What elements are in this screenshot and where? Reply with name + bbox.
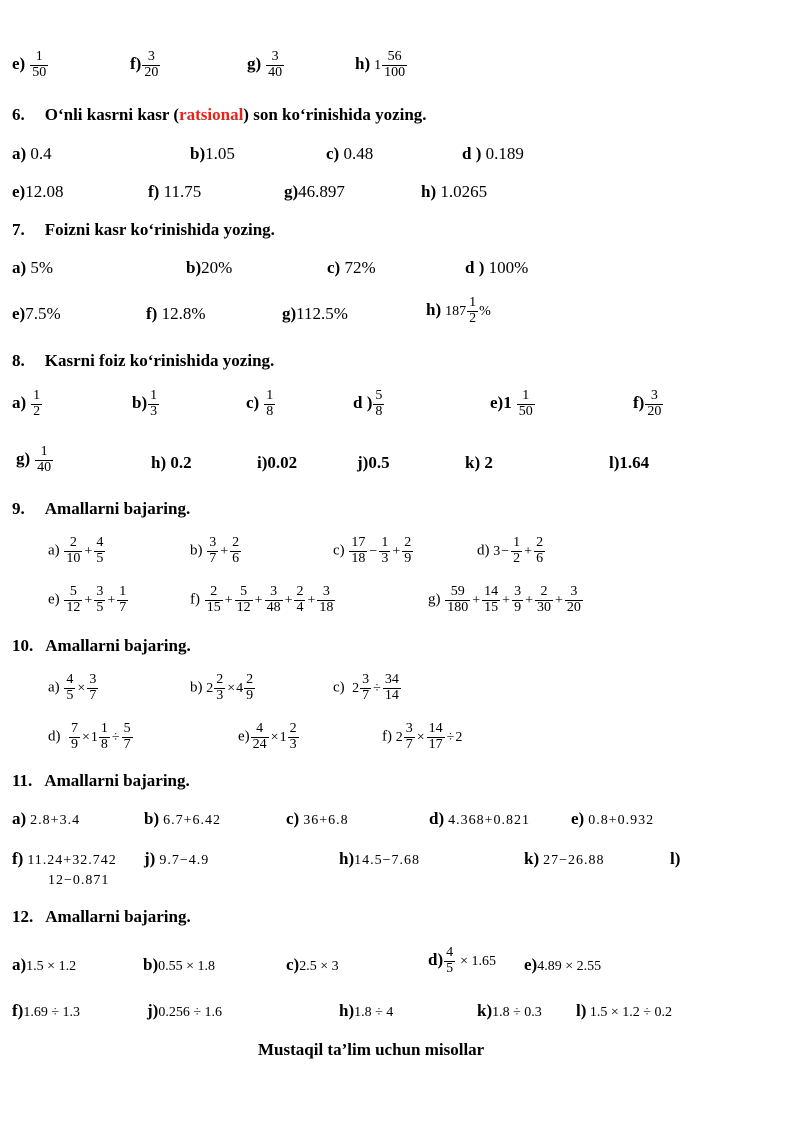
operator: + — [107, 592, 116, 608]
denominator: 6 — [536, 550, 544, 566]
fraction — [511, 536, 522, 566]
numerator: 2 — [246, 672, 254, 687]
fraction — [94, 536, 105, 566]
s7-item-e: e)7.5% — [12, 304, 61, 323]
fraction — [244, 673, 255, 703]
denominator: 18 — [351, 550, 366, 566]
numerator: 5 — [123, 721, 131, 736]
denominator: 15 — [206, 599, 221, 615]
numerator: 2 — [210, 584, 218, 599]
s9-item-f: f) $\frac{2}{15}$ + $\frac{5}{12}$ + $\frac{3}{48}$ + $\frac{2}{4}$ + $\frac{3}{18}$ — [190, 584, 334, 615]
s10-item-c: c) 2 $\frac{3}{7}$ ÷ $\frac{34}{14}$ — [333, 672, 399, 703]
s8-item-i: i)0.02 — [257, 453, 298, 472]
numerator: 1 — [522, 388, 530, 403]
fraction — [87, 673, 98, 703]
s10-item-d: d) $\frac{7}{9}$ ×1 $\frac{1}{8}$ ÷ $\frac{5}{7}$ — [48, 721, 131, 752]
s8-item-a: a) $\frac{1}{2}$ — [12, 388, 41, 419]
operator: + — [524, 543, 533, 559]
operator: − — [501, 543, 510, 559]
denominator: 7 — [209, 550, 217, 566]
item-e-top: e) $\frac{1}{50}$ — [12, 49, 47, 80]
numerator: 14 — [428, 721, 443, 736]
numerator: 34 — [384, 672, 399, 687]
numerator: 1 — [119, 584, 127, 599]
section-6-heading: 6. O‘nli kasrni kasr (ratsional) son ko‘rinishida yozing. — [12, 105, 427, 124]
s8-item-d: d ) $\frac{5}{8}$ — [353, 388, 383, 419]
operator: ÷ — [373, 680, 381, 696]
s11-item-h: h)14.5−7.68 — [339, 849, 421, 868]
denominator: 5 — [96, 550, 104, 566]
operator: × — [82, 729, 90, 745]
numerator: 1 — [33, 388, 41, 403]
s7-item-g: g)112.5% — [282, 304, 348, 323]
s12-item-j: j)0.256 ÷ 1.6 — [147, 1001, 223, 1020]
numerator: 3 — [570, 584, 578, 599]
fraction — [122, 722, 133, 752]
fraction — [35, 445, 53, 475]
fraction — [645, 389, 663, 419]
s11-item-c: c) 36+6.8 — [286, 809, 349, 828]
s7-item-f: f) 12.8% — [146, 304, 206, 323]
s11-item-k: k) 27−26.88 — [524, 849, 605, 868]
fraction — [205, 585, 223, 615]
fraction — [383, 673, 401, 703]
denominator: 6 — [232, 550, 240, 566]
fraction — [517, 389, 535, 419]
fraction — [294, 585, 305, 615]
fraction — [214, 673, 225, 703]
denominator: 50 — [32, 64, 47, 80]
s8-item-c: c) $\frac{1}{8}$ — [246, 388, 274, 419]
fraction — [373, 389, 384, 419]
section-10-heading: 10. Amallarni bajaring. — [12, 636, 191, 655]
s12-item-k: k)1.8 ÷ 0.3 — [477, 1001, 542, 1020]
s12-item-a: a)1.5 × 1.2 — [12, 955, 77, 974]
operator: + — [472, 592, 481, 608]
s10-item-e: e) $\frac{4}{24}$ ×1 $\frac{2}{3}$ — [238, 721, 297, 752]
section-7-heading: 7. Foizni kasr ko‘rinishida yozing. — [12, 220, 275, 239]
denominator: 17 — [428, 736, 443, 752]
s6-item-c: c) 0.48 — [326, 144, 374, 163]
numerator: 2 — [404, 535, 412, 550]
numerator: 1 — [150, 388, 158, 403]
operator: + — [392, 543, 401, 559]
operator: × — [77, 680, 86, 696]
item-f-top: f) $\frac{3}{20}$ — [130, 49, 159, 80]
denominator: 100 — [384, 64, 406, 80]
denominator: 7 — [362, 687, 370, 703]
fraction — [235, 585, 253, 615]
s8-item-k: k) 2 — [465, 453, 493, 472]
fraction — [117, 585, 128, 615]
numerator: 5 — [375, 388, 383, 403]
numerator: 17 — [351, 535, 366, 550]
item-h-top: h) 1 $\frac{56}{100}$ — [355, 49, 406, 80]
numerator: 3 — [362, 672, 370, 687]
numerator: 2 — [232, 535, 240, 550]
s12-item-h: h)1.8 ÷ 4 — [339, 1001, 394, 1020]
numerator: 59 — [450, 584, 465, 599]
s8-item-g: g) $\frac{1}{40}$ — [16, 444, 52, 475]
denominator: 20 — [566, 599, 581, 615]
s9-item-g: g) $\frac{59}{180}$ + $\frac{14}{15}$ + $\frac{3}{9}$ + $\frac{2}{30}$ + $\frac{3}{20}$ — [428, 584, 581, 615]
fraction — [534, 536, 545, 566]
numerator: 1 — [40, 444, 48, 459]
operator: + — [554, 592, 563, 608]
denominator: 14 — [384, 687, 399, 703]
s7-item-a: a) 5% — [12, 258, 54, 277]
fraction — [230, 536, 241, 566]
fraction — [99, 722, 110, 752]
fraction: $\frac{4}{5}$ — [446, 945, 454, 976]
numerator: 3 — [96, 584, 104, 599]
math-text: 1 — [90, 729, 98, 745]
denominator: 40 — [37, 459, 52, 475]
numerator: 3 — [650, 388, 658, 403]
denominator: 2 — [469, 310, 477, 326]
s7-item-b: b)20% — [186, 258, 233, 277]
math-text: 2 — [455, 729, 463, 745]
s8-item-e: e)1 $\frac{1}{50}$ — [490, 388, 533, 419]
numerator: 1 — [469, 295, 477, 310]
fraction — [360, 673, 371, 703]
denominator: 24 — [252, 736, 267, 752]
math-text: 2 — [352, 680, 360, 696]
s8-item-f: f) $\frac{3}{20}$ — [633, 388, 662, 419]
operator: ÷ — [111, 729, 120, 745]
s8-item-l: l)1.64 — [609, 453, 650, 472]
s9-item-e: e) $\frac{5}{12}$ + $\frac{3}{5}$ + $\frac{1}{7}$ — [48, 584, 127, 615]
numerator: 3 — [405, 721, 413, 736]
math-text: 187 — [445, 303, 467, 319]
s9-item-b: b) $\frac{3}{7}$ + $\frac{2}{6}$ — [190, 535, 240, 566]
operator: + — [307, 592, 316, 608]
fraction — [148, 389, 159, 419]
operator: × — [416, 729, 425, 745]
fraction — [64, 536, 82, 566]
numerator: 1 — [513, 535, 521, 550]
numerator: 2 — [216, 672, 224, 687]
fraction — [142, 50, 160, 80]
s11-item-f-extra: 12−0.871 — [48, 873, 110, 888]
section-11-heading: 11. Amallarni bajaring. — [12, 771, 190, 790]
numerator: 56 — [387, 49, 402, 64]
denominator: 15 — [484, 599, 499, 615]
s9-item-c: c) $\frac{17}{18}$ − $\frac{1}{3}$ + $\frac{2}{9}$ — [333, 535, 412, 566]
s12-item-f: f)1.69 ÷ 1.3 — [12, 1001, 81, 1020]
numerator: 14 — [484, 584, 499, 599]
s11-item-l: l) — [670, 849, 681, 868]
numerator: 1 — [35, 49, 43, 64]
operator: + — [254, 592, 263, 608]
s9-item-d: d) 3− $\frac{1}{2}$ + $\frac{2}{6}$ — [477, 535, 544, 566]
fraction — [382, 50, 407, 80]
math-text: 4 — [236, 680, 244, 696]
numerator: 4 — [96, 535, 104, 550]
fraction — [349, 536, 367, 566]
s12-item-c: c)2.5 × 3 — [286, 955, 339, 974]
s6-item-h: h) 1.0265 — [421, 182, 488, 201]
s7-item-c: c) 72% — [327, 258, 376, 277]
denominator: 5 — [66, 687, 74, 703]
s11-item-a: a) 2.8+3.4 — [12, 809, 81, 828]
numerator: 3 — [271, 49, 279, 64]
denominator: 7 — [123, 736, 131, 752]
section-8-heading: 8. Kasrni foiz ko‘rinishida yozing. — [12, 351, 275, 370]
fraction — [31, 389, 42, 419]
numerator: 3 — [147, 49, 155, 64]
math-text: 2 — [395, 729, 403, 745]
numerator: 5 — [69, 584, 77, 599]
fraction — [94, 585, 105, 615]
operator: + — [502, 592, 511, 608]
fraction — [64, 585, 82, 615]
numerator: 2 — [289, 721, 297, 736]
s11-item-f: f) 11.24+32.742 — [12, 849, 117, 868]
fraction — [207, 536, 218, 566]
fraction — [30, 50, 48, 80]
denominator: 50 — [518, 403, 533, 419]
denominator: 9 — [71, 736, 78, 752]
math-text: 1 — [279, 729, 287, 745]
numerator: 3 — [89, 672, 97, 687]
denominator: 180 — [447, 599, 469, 615]
operator: ÷ — [446, 729, 455, 745]
s8-item-j: j)0.5 — [357, 453, 390, 472]
s12-item-b: b)0.55 × 1.8 — [143, 955, 216, 974]
s7-item-h: h) 187 $\frac{1}{2}$ % — [426, 295, 491, 326]
denominator: 20 — [144, 64, 159, 80]
numerator: 3 — [514, 584, 522, 599]
denominator: 5 — [96, 599, 104, 615]
numerator: 1 — [266, 388, 274, 403]
denominator: 20 — [647, 403, 662, 419]
numerator: 3 — [270, 584, 278, 599]
fraction — [251, 722, 269, 752]
denominator: 7 — [405, 736, 413, 752]
denominator: 7 — [119, 599, 127, 615]
denominator: 9 — [404, 550, 412, 566]
operator: − — [369, 543, 378, 559]
numerator: 3 — [209, 535, 217, 550]
denominator: 3 — [289, 736, 297, 752]
s11-item-e: e) 0.8+0.932 — [571, 809, 655, 828]
operator: + — [525, 592, 533, 608]
s11-item-b: b) 6.7+6.42 — [144, 809, 222, 828]
fraction — [317, 585, 335, 615]
denominator: 18 — [319, 599, 334, 615]
denominator: 8 — [375, 403, 383, 419]
fraction — [64, 673, 75, 703]
fraction — [427, 722, 445, 752]
operator: + — [220, 543, 229, 559]
denominator: 3 — [150, 403, 158, 419]
numerator: 4 — [256, 721, 264, 736]
fraction — [482, 585, 500, 615]
math-text: 3 — [493, 543, 501, 559]
fraction — [445, 585, 470, 615]
s9-item-a: a) $\frac{2}{10}$ + $\frac{4}{5}$ — [48, 535, 104, 566]
s8-item-h: h) 0.2 — [151, 453, 192, 472]
denominator: 3 — [381, 550, 389, 566]
operator: × — [270, 729, 279, 745]
numerator: 2 — [296, 584, 304, 599]
numerator: 7 — [71, 721, 78, 736]
operator: + — [84, 592, 93, 608]
fraction — [467, 296, 478, 326]
fraction — [402, 536, 413, 566]
math-text: 2 — [206, 680, 214, 696]
item-g-top: g) $\frac{3}{40}$ — [247, 49, 283, 80]
s11-item-j: j) 9.7−4.9 — [144, 849, 210, 868]
denominator: 8 — [266, 403, 274, 419]
s6-item-g: g)46.897 — [284, 182, 345, 201]
denominator: 48 — [266, 599, 281, 615]
operator: + — [284, 592, 293, 608]
numerator: 1 — [381, 535, 389, 550]
s10-item-a: a) $\frac{4}{5}$ × $\frac{3}{7}$ — [48, 672, 97, 703]
numerator: 2 — [536, 535, 544, 550]
denominator: 4 — [296, 599, 304, 615]
numerator: 4 — [66, 672, 74, 687]
denominator: 8 — [100, 736, 108, 752]
s6-item-a: a) 0.4 — [12, 144, 52, 163]
s6-item-b: b)1.05 — [190, 144, 235, 163]
operator: + — [224, 592, 233, 608]
fraction — [266, 50, 284, 80]
s12-item-l: l) 1.5 × 1.2 ÷ 0.2 — [576, 1001, 672, 1020]
s11-item-d: d) 4.368+0.821 — [429, 809, 531, 828]
s10-item-f: f) 2 $\frac{3}{7}$ × $\frac{14}{17}$ ÷2 — [382, 721, 463, 752]
denominator: 10 — [66, 550, 81, 566]
s7-item-d: d ) 100% — [465, 258, 529, 277]
section-12-heading: 12. Amallarni bajaring. — [12, 907, 191, 926]
fraction — [69, 722, 80, 752]
denominator: 12 — [66, 599, 81, 615]
fraction — [265, 585, 283, 615]
fraction — [264, 389, 275, 419]
denominator: 40 — [268, 64, 283, 80]
math-text: % — [479, 303, 491, 319]
operator: + — [84, 543, 93, 559]
fraction — [565, 585, 583, 615]
fraction — [379, 536, 390, 566]
s12-item-e: e)4.89 × 2.55 — [524, 955, 602, 974]
denominator: 7 — [89, 687, 97, 703]
footer-title: Mustaqil ta’lim uchun misollar — [258, 1040, 485, 1059]
denominator: 12 — [236, 599, 251, 615]
math-text: 1 — [374, 57, 382, 73]
numerator: 3 — [322, 584, 330, 599]
denominator: 2 — [33, 403, 41, 419]
numerator: 2 — [69, 535, 77, 550]
denominator: 2 — [513, 550, 521, 566]
denominator: 9 — [514, 599, 522, 615]
numerator: 5 — [240, 584, 248, 599]
numerator: 1 — [100, 721, 108, 736]
fraction — [288, 722, 299, 752]
denominator: 9 — [246, 687, 254, 703]
s6-item-e: e)12.08 — [12, 182, 64, 201]
s6-item-f: f) 11.75 — [148, 182, 202, 201]
denominator: 30 — [536, 599, 551, 615]
fraction — [535, 585, 553, 615]
s12-item-d: d) $\frac{4}{5}$ × 1.65 — [428, 945, 497, 976]
s6-item-d: d ) 0.189 — [462, 144, 524, 163]
denominator: 3 — [216, 687, 224, 703]
fraction — [512, 585, 523, 615]
numerator: 2 — [540, 584, 548, 599]
operator: × — [227, 680, 236, 696]
s10-item-b: b) 2 $\frac{2}{3}$ ×4 $\frac{2}{9}$ — [190, 672, 254, 703]
fraction — [404, 722, 415, 752]
section-9-heading: 9. Amallarni bajaring. — [12, 499, 191, 518]
s8-item-b: b) $\frac{1}{3}$ — [132, 388, 158, 419]
